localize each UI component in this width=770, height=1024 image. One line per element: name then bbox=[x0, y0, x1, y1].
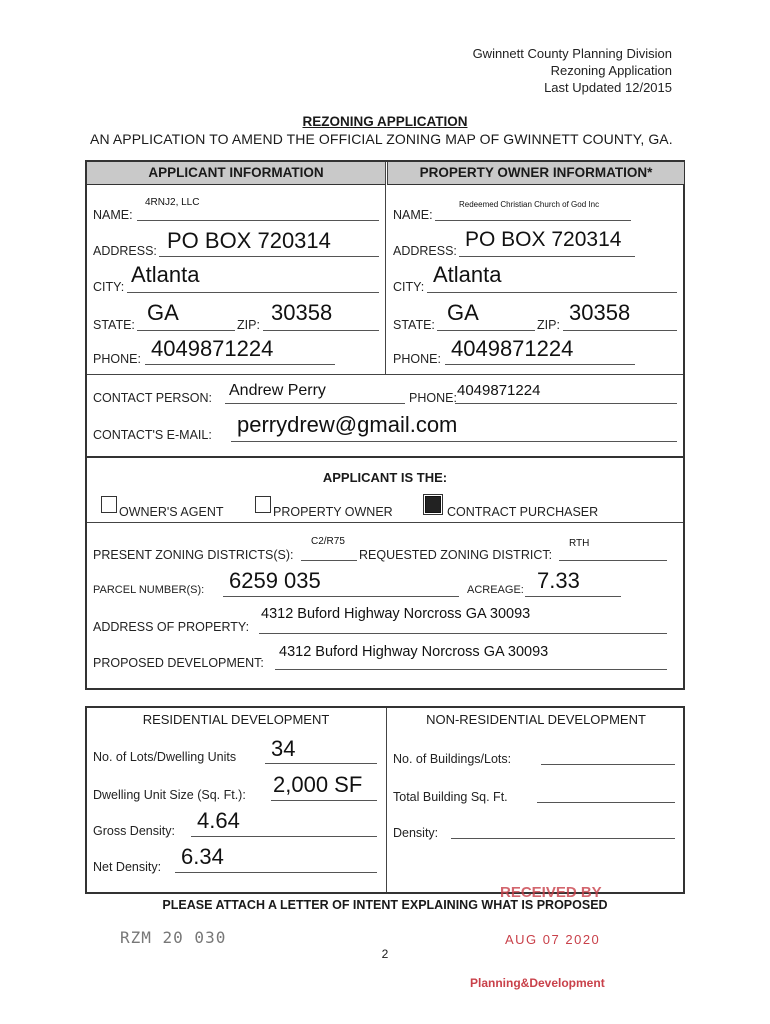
applicant-state-line bbox=[137, 330, 235, 331]
contract-purchaser-checkbox[interactable] bbox=[425, 496, 441, 513]
property-owner-label: PROPERTY OWNER bbox=[273, 505, 393, 519]
applicant-state-value[interactable]: GA bbox=[147, 300, 179, 325]
applicant-city-value[interactable]: Atlanta bbox=[131, 262, 200, 287]
contact-person-line bbox=[225, 403, 405, 404]
gross-density-value[interactable]: 4.64 bbox=[197, 808, 240, 833]
owners-agent-checkbox[interactable] bbox=[101, 496, 117, 513]
applicant-is-heading: APPLICANT IS THE: bbox=[322, 470, 448, 485]
applicant-name-line bbox=[137, 220, 379, 221]
acreage-label: ACREAGE: bbox=[467, 584, 524, 596]
property-address-value[interactable]: 4312 Buford Highway Norcross GA 30093 bbox=[261, 606, 531, 622]
form-subtitle: AN APPLICATION TO AMEND THE OFFICIAL ZONING MAP OF GWINNETT COUNTY, GA. bbox=[90, 131, 673, 147]
requested-zoning-line bbox=[559, 560, 667, 561]
header-form-name: Rezoning Application bbox=[550, 63, 672, 78]
owner-address-line bbox=[459, 256, 635, 257]
owner-name-line bbox=[435, 220, 631, 221]
building-sqft-label: Total Building Sq. Ft. bbox=[393, 790, 508, 804]
contact-email-value[interactable]: perrydrew@gmail.com bbox=[237, 412, 458, 437]
owner-heading: PROPERTY OWNER INFORMATION* bbox=[387, 162, 684, 185]
header-updated: Last Updated 12/2015 bbox=[544, 80, 672, 95]
dept-stamp: Planning&Development bbox=[470, 976, 605, 990]
applicant-owner-box bbox=[85, 160, 685, 458]
contact-divider bbox=[87, 374, 683, 375]
parcel-line bbox=[223, 596, 459, 597]
contact-person-label: CONTACT PERSON: bbox=[93, 391, 212, 405]
acreage-line bbox=[525, 596, 621, 597]
lots-value[interactable]: 34 bbox=[271, 736, 296, 761]
applicant-state-label: STATE: bbox=[93, 318, 135, 332]
proposed-development-line bbox=[275, 669, 667, 670]
applicant-phone-value[interactable]: 4049871224 bbox=[151, 336, 274, 361]
gross-density-label: Gross Density: bbox=[93, 824, 175, 838]
owner-address-value[interactable]: PO BOX 720314 bbox=[465, 228, 622, 251]
lots-label: No. of Lots/Dwelling Units bbox=[93, 750, 237, 764]
applicant-name-label: NAME: bbox=[93, 208, 133, 222]
contact-phone-value[interactable]: 4049871224 bbox=[457, 382, 541, 399]
page-number: 2 bbox=[381, 947, 389, 961]
column-divider bbox=[385, 162, 386, 374]
property-address-label: ADDRESS OF PROPERTY: bbox=[93, 620, 250, 634]
present-zoning-value[interactable]: C2/R75 bbox=[311, 536, 345, 547]
buildings-line[interactable] bbox=[541, 764, 675, 765]
applicant-address-line bbox=[159, 256, 379, 257]
owners-agent-label: OWNER'S AGENT bbox=[119, 505, 224, 519]
applicant-address-label: ADDRESS: bbox=[93, 244, 157, 258]
density-label: Density: bbox=[393, 826, 439, 840]
contact-phone-line bbox=[455, 403, 677, 404]
applicant-name-value[interactable]: 4RNJ2, LLC bbox=[145, 197, 200, 208]
proposed-development-label: PROPOSED DEVELOPMENT: bbox=[93, 656, 264, 670]
unit-size-value[interactable]: 2,000 SF bbox=[273, 772, 363, 797]
attach-note: PLEASE ATTACH A LETTER OF INTENT EXPLAINING WHAT IS PROPOSED bbox=[162, 898, 608, 912]
owner-phone-value[interactable]: 4049871224 bbox=[451, 336, 574, 361]
header-division: Gwinnett County Planning Division bbox=[472, 46, 672, 61]
owner-phone-line bbox=[445, 364, 635, 365]
form-title: REZONING APPLICATION bbox=[302, 114, 468, 129]
date-stamp: AUG 07 2020 bbox=[505, 932, 601, 947]
building-sqft-line[interactable] bbox=[537, 802, 675, 803]
contact-email-line bbox=[231, 441, 677, 442]
applicant-zip-label: ZIP: bbox=[237, 318, 260, 332]
owner-state-line bbox=[437, 330, 535, 331]
applicant-heading: APPLICANT INFORMATION bbox=[87, 162, 385, 185]
development-divider bbox=[386, 708, 387, 892]
buildings-label: No. of Buildings/Lots: bbox=[393, 752, 512, 766]
applicant-zip-line bbox=[263, 330, 379, 331]
development-box bbox=[85, 706, 685, 894]
applicant-address-value[interactable]: PO BOX 720314 bbox=[167, 228, 331, 253]
applicant-city-line bbox=[127, 292, 379, 293]
present-zoning-line bbox=[301, 560, 357, 561]
owner-phone-label: PHONE: bbox=[393, 352, 441, 366]
contract-purchaser-label: CONTRACT PURCHASER bbox=[447, 505, 599, 519]
rzm-number: RZM 20 030 bbox=[120, 928, 227, 947]
owner-city-label: CITY: bbox=[393, 280, 425, 294]
owner-zip-value[interactable]: 30358 bbox=[569, 300, 631, 325]
owner-zip-line bbox=[563, 330, 677, 331]
applicant-city-label: CITY: bbox=[93, 280, 125, 294]
residential-heading: RESIDENTIAL DEVELOPMENT bbox=[142, 712, 330, 727]
applicant-phone-label: PHONE: bbox=[93, 352, 141, 366]
property-owner-checkbox[interactable] bbox=[255, 496, 271, 513]
owner-state-value[interactable]: GA bbox=[447, 300, 479, 325]
zoning-box bbox=[85, 458, 685, 690]
gross-density-line bbox=[191, 836, 377, 837]
requested-zoning-value[interactable]: RTH bbox=[569, 538, 590, 549]
contact-email-label: CONTACT'S E-MAIL: bbox=[93, 428, 212, 442]
owner-state-label: STATE: bbox=[393, 318, 435, 332]
acreage-value[interactable]: 7.33 bbox=[537, 568, 580, 593]
applicant-phone-line bbox=[145, 364, 335, 365]
property-address-line bbox=[259, 633, 667, 634]
owner-city-line bbox=[427, 292, 677, 293]
lots-line bbox=[265, 763, 377, 764]
proposed-development-value[interactable]: 4312 Buford Highway Norcross GA 30093 bbox=[279, 644, 549, 660]
owner-address-label: ADDRESS: bbox=[393, 244, 457, 258]
parcel-label: PARCEL NUMBER(S): bbox=[93, 584, 205, 596]
nonresidential-heading: NON-RESIDENTIAL DEVELOPMENT bbox=[426, 712, 646, 727]
unit-size-line bbox=[271, 800, 377, 801]
contact-person-value[interactable]: Andrew Perry bbox=[229, 382, 326, 399]
parcel-value[interactable]: 6259 035 bbox=[229, 568, 321, 593]
unit-size-label: Dwelling Unit Size (Sq. Ft.): bbox=[93, 788, 246, 802]
net-density-value[interactable]: 6.34 bbox=[181, 844, 224, 869]
applicant-zip-value[interactable]: 30358 bbox=[271, 300, 333, 325]
owner-name-value[interactable]: Redeemed Christian Church of God Inc bbox=[459, 200, 600, 209]
owner-zip-label: ZIP: bbox=[537, 318, 560, 332]
net-density-label: Net Density: bbox=[93, 860, 162, 874]
received-stamp: RECEIVED BY bbox=[500, 884, 602, 901]
density-line[interactable] bbox=[451, 838, 675, 839]
zoning-divider bbox=[87, 522, 683, 523]
owner-city-value[interactable]: Atlanta bbox=[433, 262, 502, 287]
requested-zoning-label: REQUESTED ZONING DISTRICT: bbox=[359, 548, 553, 562]
contact-phone-label: PHONE: bbox=[409, 391, 457, 405]
header-block bbox=[473, 45, 672, 96]
present-zoning-label: PRESENT ZONING DISTRICTS(S): bbox=[93, 548, 294, 562]
owner-name-label: NAME: bbox=[393, 208, 433, 222]
net-density-line bbox=[175, 872, 377, 873]
